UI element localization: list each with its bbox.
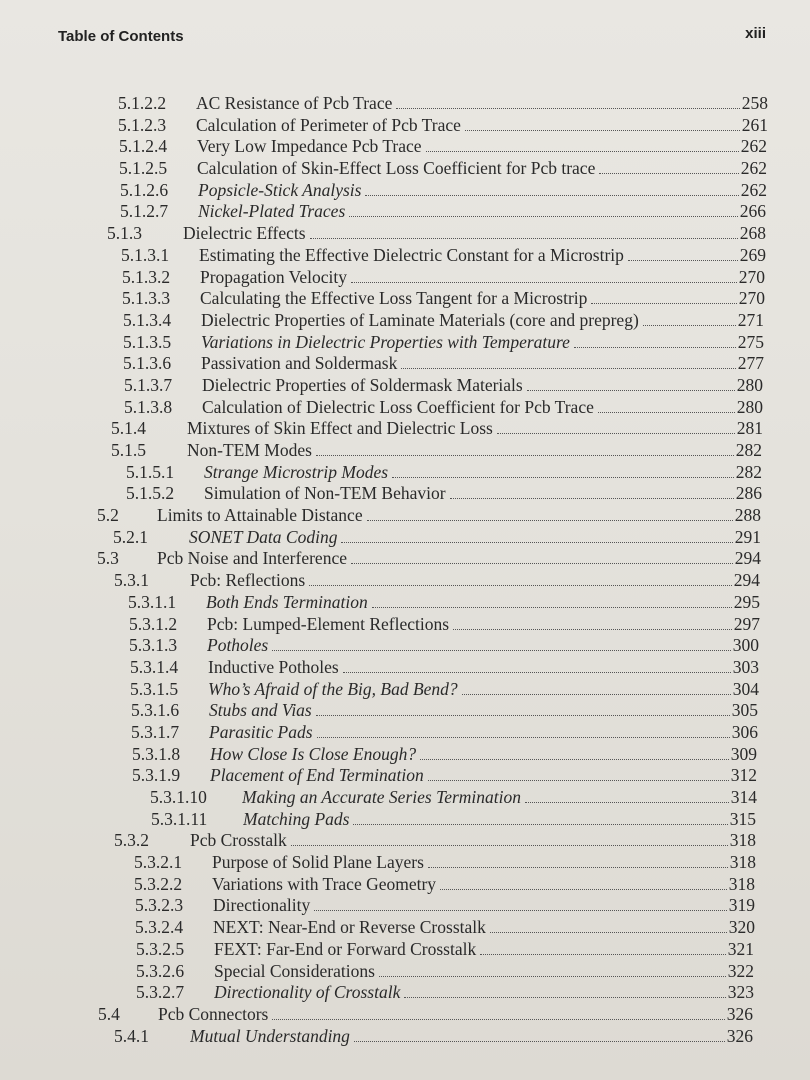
toc-entry: [0, 1026, 753, 1048]
toc-entry-page: 282: [735, 461, 762, 482]
toc-entry-number: 5.2: [97, 505, 119, 526]
toc-entry: [0, 353, 764, 375]
dot-leader: [490, 920, 727, 933]
toc-entry-page: 258: [741, 93, 768, 113]
toc-entry-number: 5.3: [97, 548, 119, 569]
toc-entry-title: Pcb Crosstalk: [190, 830, 287, 851]
running-header-title: Table of Contents: [58, 28, 184, 45]
toc-entry-number: 5.1.2.4: [119, 136, 168, 157]
dot-leader: [314, 898, 727, 911]
toc-entry: [0, 548, 761, 570]
toc-entry-title: Very Low Impedance Pcb Trace: [197, 136, 422, 157]
toc-entry-title: Simulation of Non-TEM Behavior: [204, 483, 446, 504]
toc-entry: [0, 852, 756, 874]
toc-entry-number: 5.1.5.1: [126, 461, 175, 482]
toc-entry-title: Purpose of Solid Plane Layers: [212, 852, 424, 873]
toc-entry-title: Who’s Afraid of the Big, Bad Bend?: [208, 678, 458, 699]
toc-entry-title: Pcb Connectors: [158, 1003, 269, 1024]
toc-entry: [0, 93, 768, 115]
toc-entry-number: 5.3.1.7: [131, 721, 180, 742]
toc-entry-title: AC Resistance of Pcb Trace: [196, 93, 393, 113]
dot-leader: [598, 400, 735, 413]
toc-entry-page: 326: [726, 1025, 753, 1046]
dot-leader: [317, 725, 730, 738]
toc-entry-number: 5.1.3.2: [122, 266, 171, 287]
toc-entry-number: 5.3.1.4: [130, 656, 179, 677]
toc-entry-page: 282: [735, 440, 762, 460]
toc-entry-page: 271: [737, 309, 764, 330]
toc-entry-number: 5.1.2.2: [118, 93, 167, 113]
toc-entry-number: 5.3.1.6: [131, 700, 180, 721]
toc-entry-number: 5.1.4: [111, 418, 146, 439]
toc-entry: [0, 397, 763, 419]
toc-entry-number: 5.3.1.1: [128, 591, 177, 612]
dot-leader: [372, 595, 732, 608]
toc-entry-title: Pcb: Lumped-Element Reflections: [207, 613, 450, 634]
toc-entry-title: Placement of End Termination: [210, 765, 424, 786]
dot-leader: [310, 226, 738, 239]
toc-entry-number: 5.2.1: [113, 526, 148, 547]
toc-entry: [0, 115, 768, 137]
toc-entry-title: How Close Is Close Enough?: [210, 743, 417, 764]
toc-entry: [0, 809, 756, 831]
toc-entry-title: Inductive Potholes: [208, 656, 339, 677]
toc-entry: [0, 375, 763, 397]
toc-entry-title: SONET Data Coding: [189, 526, 338, 547]
toc-entry-page: 318: [729, 852, 756, 873]
toc-entry-page: 315: [729, 808, 756, 829]
toc-entry-number: 5.1.3.3: [122, 288, 171, 309]
toc-entry-number: 5.1.3.5: [123, 331, 172, 352]
dot-leader: [351, 270, 737, 283]
toc-entry: [0, 527, 761, 549]
toc-entry-number: 5.3.1.8: [132, 743, 181, 764]
dot-leader: [351, 551, 733, 564]
dot-leader: [525, 790, 729, 803]
toc-entry-number: 5.1.3: [107, 223, 142, 244]
dot-leader: [316, 443, 734, 456]
toc-entry-page: 321: [727, 938, 754, 959]
toc-entry: [0, 635, 759, 657]
toc-entry-page: 269: [739, 244, 766, 265]
toc-entry: [0, 462, 762, 484]
toc-entry: [0, 787, 757, 809]
dot-leader: [291, 833, 728, 846]
dot-leader: [349, 204, 737, 217]
toc-entry-title: Dielectric Effects: [183, 223, 306, 244]
toc-entry-title: Calculation of Perimeter of Pcb Trace: [196, 114, 461, 135]
toc-entry: [0, 136, 767, 158]
toc-entry: [0, 223, 766, 245]
toc-entry-page: 280: [736, 396, 763, 417]
toc-entry-title: Dielectric Properties of Laminate Materials (core and prepreg): [201, 309, 639, 330]
toc-entry: [0, 961, 754, 983]
toc-entry: [0, 570, 760, 592]
dot-leader: [401, 356, 735, 369]
toc-entry: [0, 1004, 753, 1026]
toc-entry-number: 5.3.1.3: [129, 635, 178, 656]
toc-entry: [0, 679, 759, 701]
dot-leader: [379, 964, 726, 977]
toc-entry: [0, 657, 759, 679]
toc-entry: [0, 418, 763, 440]
toc-entry: [0, 614, 760, 636]
toc-entry: [0, 505, 761, 527]
toc-entry-title: Variations with Trace Geometry: [212, 873, 437, 894]
toc-entry-title: Calculation of Skin-Effect Loss Coefficient for Pcb trace: [197, 158, 596, 179]
toc-entry-page: 326: [726, 1003, 753, 1024]
dot-leader: [453, 617, 732, 630]
toc-entry-title: Potholes: [207, 635, 269, 656]
toc-entry-page: 318: [729, 830, 756, 851]
toc-entry: [0, 483, 762, 505]
toc-entry-number: 5.3.2.6: [136, 960, 185, 981]
dot-leader: [272, 1007, 724, 1020]
toc-entry-title: Directionality: [213, 895, 311, 916]
toc-entry-page: 306: [731, 721, 758, 742]
toc-entry: [0, 267, 765, 289]
toc-entry-page: 295: [733, 591, 760, 612]
dot-leader: [599, 161, 738, 174]
toc-entry-number: 5.1.3.1: [121, 244, 170, 265]
toc-entry-page: 322: [727, 960, 754, 981]
toc-entry-page: 270: [738, 288, 765, 309]
toc-entry-page: 300: [732, 635, 759, 656]
dot-leader: [392, 465, 734, 478]
dot-leader: [404, 985, 725, 998]
dot-leader: [365, 183, 738, 196]
dot-leader: [480, 942, 726, 955]
toc-entry-title: Special Considerations: [214, 960, 375, 981]
toc-entry-page: 280: [736, 374, 763, 395]
toc-entry-number: 5.3.2.1: [134, 852, 183, 873]
toc-entry: [0, 310, 764, 332]
dot-leader: [309, 573, 732, 586]
toc-entry-title: Strange Microstrip Modes: [204, 461, 389, 482]
toc-entry-number: 5.3.1: [114, 570, 149, 591]
toc-entry-page: 262: [740, 136, 767, 157]
dot-leader: [497, 421, 735, 434]
toc-entry: [0, 245, 766, 267]
toc-entry-page: 319: [728, 895, 755, 916]
dot-leader: [428, 768, 729, 781]
toc-entry-page: 312: [730, 765, 757, 786]
toc-entry: [0, 440, 762, 462]
toc-entry-number: 5.1.2.6: [120, 179, 169, 200]
dot-leader: [367, 508, 733, 521]
toc-entry-title: Nickel-Plated Traces: [198, 201, 346, 222]
toc-entry: [0, 874, 755, 896]
toc-entry-number: 5.1.5.2: [126, 483, 175, 504]
toc-entry-title: Dielectric Properties of Soldermask Materials: [202, 374, 523, 395]
toc-entry-number: 5.1.3.8: [124, 396, 173, 417]
dot-leader: [426, 139, 739, 152]
toc-entry-page: 277: [737, 353, 764, 374]
toc-entry: [0, 332, 764, 354]
dot-leader: [316, 703, 730, 716]
dot-leader: [462, 682, 731, 695]
toc-entry-page: 294: [733, 570, 760, 591]
toc-entry-title: Estimating the Effective Dielectric Constant for a Microstrip: [199, 244, 624, 265]
toc-entry: [0, 201, 766, 223]
toc-entry-page: 266: [739, 201, 766, 222]
dot-leader: [643, 313, 736, 326]
toc-entry-title: Mutual Understanding: [190, 1025, 350, 1046]
toc-entry: [0, 592, 760, 614]
toc-entry-page: 288: [734, 505, 761, 526]
toc-entry-number: 5.4.1: [114, 1025, 149, 1046]
toc-entry-title: Making an Accurate Series Termination: [242, 787, 522, 807]
toc-entry-number: 5.1.3.7: [124, 374, 173, 395]
dot-leader: [272, 638, 731, 651]
toc-entry-page: 261: [741, 114, 768, 135]
toc-entry-title: Passivation and Soldermask: [201, 353, 398, 374]
toc-entry-title: Parasitic Pads: [209, 721, 313, 742]
toc-entry-title: Variations in Dielectric Properties with Temperature: [201, 331, 570, 352]
toc-entry-title: Stubs and Vias: [209, 700, 312, 721]
toc-entry-number: 5.3.2: [114, 830, 149, 851]
dot-leader: [591, 291, 736, 304]
toc-entry-title: Limits to Attainable Distance: [157, 505, 363, 526]
toc-entry: [0, 982, 754, 1004]
toc-entry: [0, 700, 758, 722]
toc-entry-page: 291: [734, 526, 761, 547]
toc-entry-page: 270: [738, 266, 765, 287]
toc-entry-title: NEXT: Near-End or Reverse Crosstalk: [213, 917, 486, 938]
dot-leader: [628, 248, 738, 261]
dot-leader: [440, 877, 727, 890]
toc-entry: [0, 180, 767, 202]
toc-entry: [0, 830, 756, 852]
toc-entry-number: 5.3.2.7: [136, 982, 185, 1003]
toc-entry-title: Non-TEM Modes: [187, 440, 312, 460]
dot-leader: [341, 530, 732, 543]
toc-entry-number: 5.1.3.6: [123, 353, 172, 374]
toc-entry-number: 5.3.1.5: [130, 678, 179, 699]
toc-entry-number: 5.3.2.2: [134, 873, 183, 894]
toc-entry-title: Calculation of Dielectric Loss Coefficient for Pcb Trace: [202, 396, 594, 417]
toc-entry-page: 305: [731, 700, 758, 721]
toc-entry-number: 5.3.1.2: [129, 613, 178, 634]
dot-leader: [527, 378, 735, 391]
toc-entry-page: 309: [730, 743, 757, 764]
toc-entry-title: Pcb Noise and Interference: [157, 548, 347, 569]
toc-entry: [0, 288, 765, 310]
dot-leader: [574, 335, 736, 348]
toc-entry-number: 5.3.2.4: [135, 917, 184, 938]
toc-entry-page: 286: [735, 483, 762, 504]
toc-entry: [0, 895, 755, 917]
toc-entry-number: 5.1.2.5: [119, 158, 168, 179]
toc-entry-title: Pcb: Reflections: [190, 570, 306, 591]
toc-entry-page: 262: [740, 158, 767, 179]
toc-entry-number: 5.3.1.11: [151, 808, 208, 829]
toc-entry-number: 5.1.2.3: [118, 114, 167, 135]
dot-leader: [428, 855, 728, 868]
toc-entry-title: FEXT: Far-End or Forward Crosstalk: [214, 938, 477, 959]
toc-entry-page: 294: [734, 548, 761, 569]
toc-entry-number: 5.3.1.9: [132, 765, 181, 786]
toc-entry: [0, 765, 757, 787]
dot-leader: [420, 747, 729, 760]
dot-leader: [450, 486, 734, 499]
toc-entry-page: 320: [728, 917, 755, 938]
toc-entry-number: 5.3.1.10: [150, 787, 207, 807]
toc-entry-number: 5.1.3.4: [123, 309, 172, 330]
toc-entry-title: Popsicle-Stick Analysis: [198, 179, 362, 200]
toc-entry-page: 297: [733, 613, 760, 634]
toc-entry-page: 268: [739, 223, 766, 244]
toc-entry-page: 318: [728, 873, 755, 894]
toc-entry-title: Calculating the Effective Loss Tangent for a Microstrip: [200, 288, 588, 309]
toc-entry-title: Directionality of Crosstalk: [214, 982, 401, 1003]
toc-entry-page: 323: [727, 982, 754, 1003]
toc-entry: [0, 939, 754, 961]
toc-entry-number: 5.3.2.5: [136, 938, 185, 959]
toc-entry-title: Matching Pads: [243, 808, 350, 829]
toc-entry-page: 303: [732, 656, 759, 677]
toc-entry-title: Mixtures of Skin Effect and Dielectric Loss: [187, 418, 493, 439]
toc-entry-title: Propagation Velocity: [200, 266, 347, 287]
toc-entry-number: 5.1.5: [111, 440, 146, 460]
dot-leader: [354, 1029, 725, 1042]
dot-leader: [353, 812, 727, 825]
toc-entry-number: 5.1.2.7: [120, 201, 169, 222]
toc-entry-number: 5.4: [98, 1003, 120, 1024]
toc-entry: [0, 722, 758, 744]
page-number: xiii: [745, 25, 766, 42]
dot-leader: [343, 660, 731, 673]
table-of-contents: [0, 93, 810, 1047]
toc-entry-number: 5.3.2.3: [135, 895, 184, 916]
toc-entry-page: 262: [740, 179, 767, 200]
toc-entry: [0, 158, 767, 180]
toc-entry-page: 304: [732, 678, 759, 699]
toc-entry: [0, 917, 755, 939]
toc-entry-page: 314: [730, 787, 757, 807]
toc-entry-page: 281: [736, 418, 763, 439]
toc-entry-title: Both Ends Termination: [206, 591, 368, 612]
dot-leader: [465, 118, 740, 131]
toc-entry: [0, 744, 757, 766]
toc-entry-page: 275: [737, 331, 764, 352]
dot-leader: [396, 96, 739, 109]
